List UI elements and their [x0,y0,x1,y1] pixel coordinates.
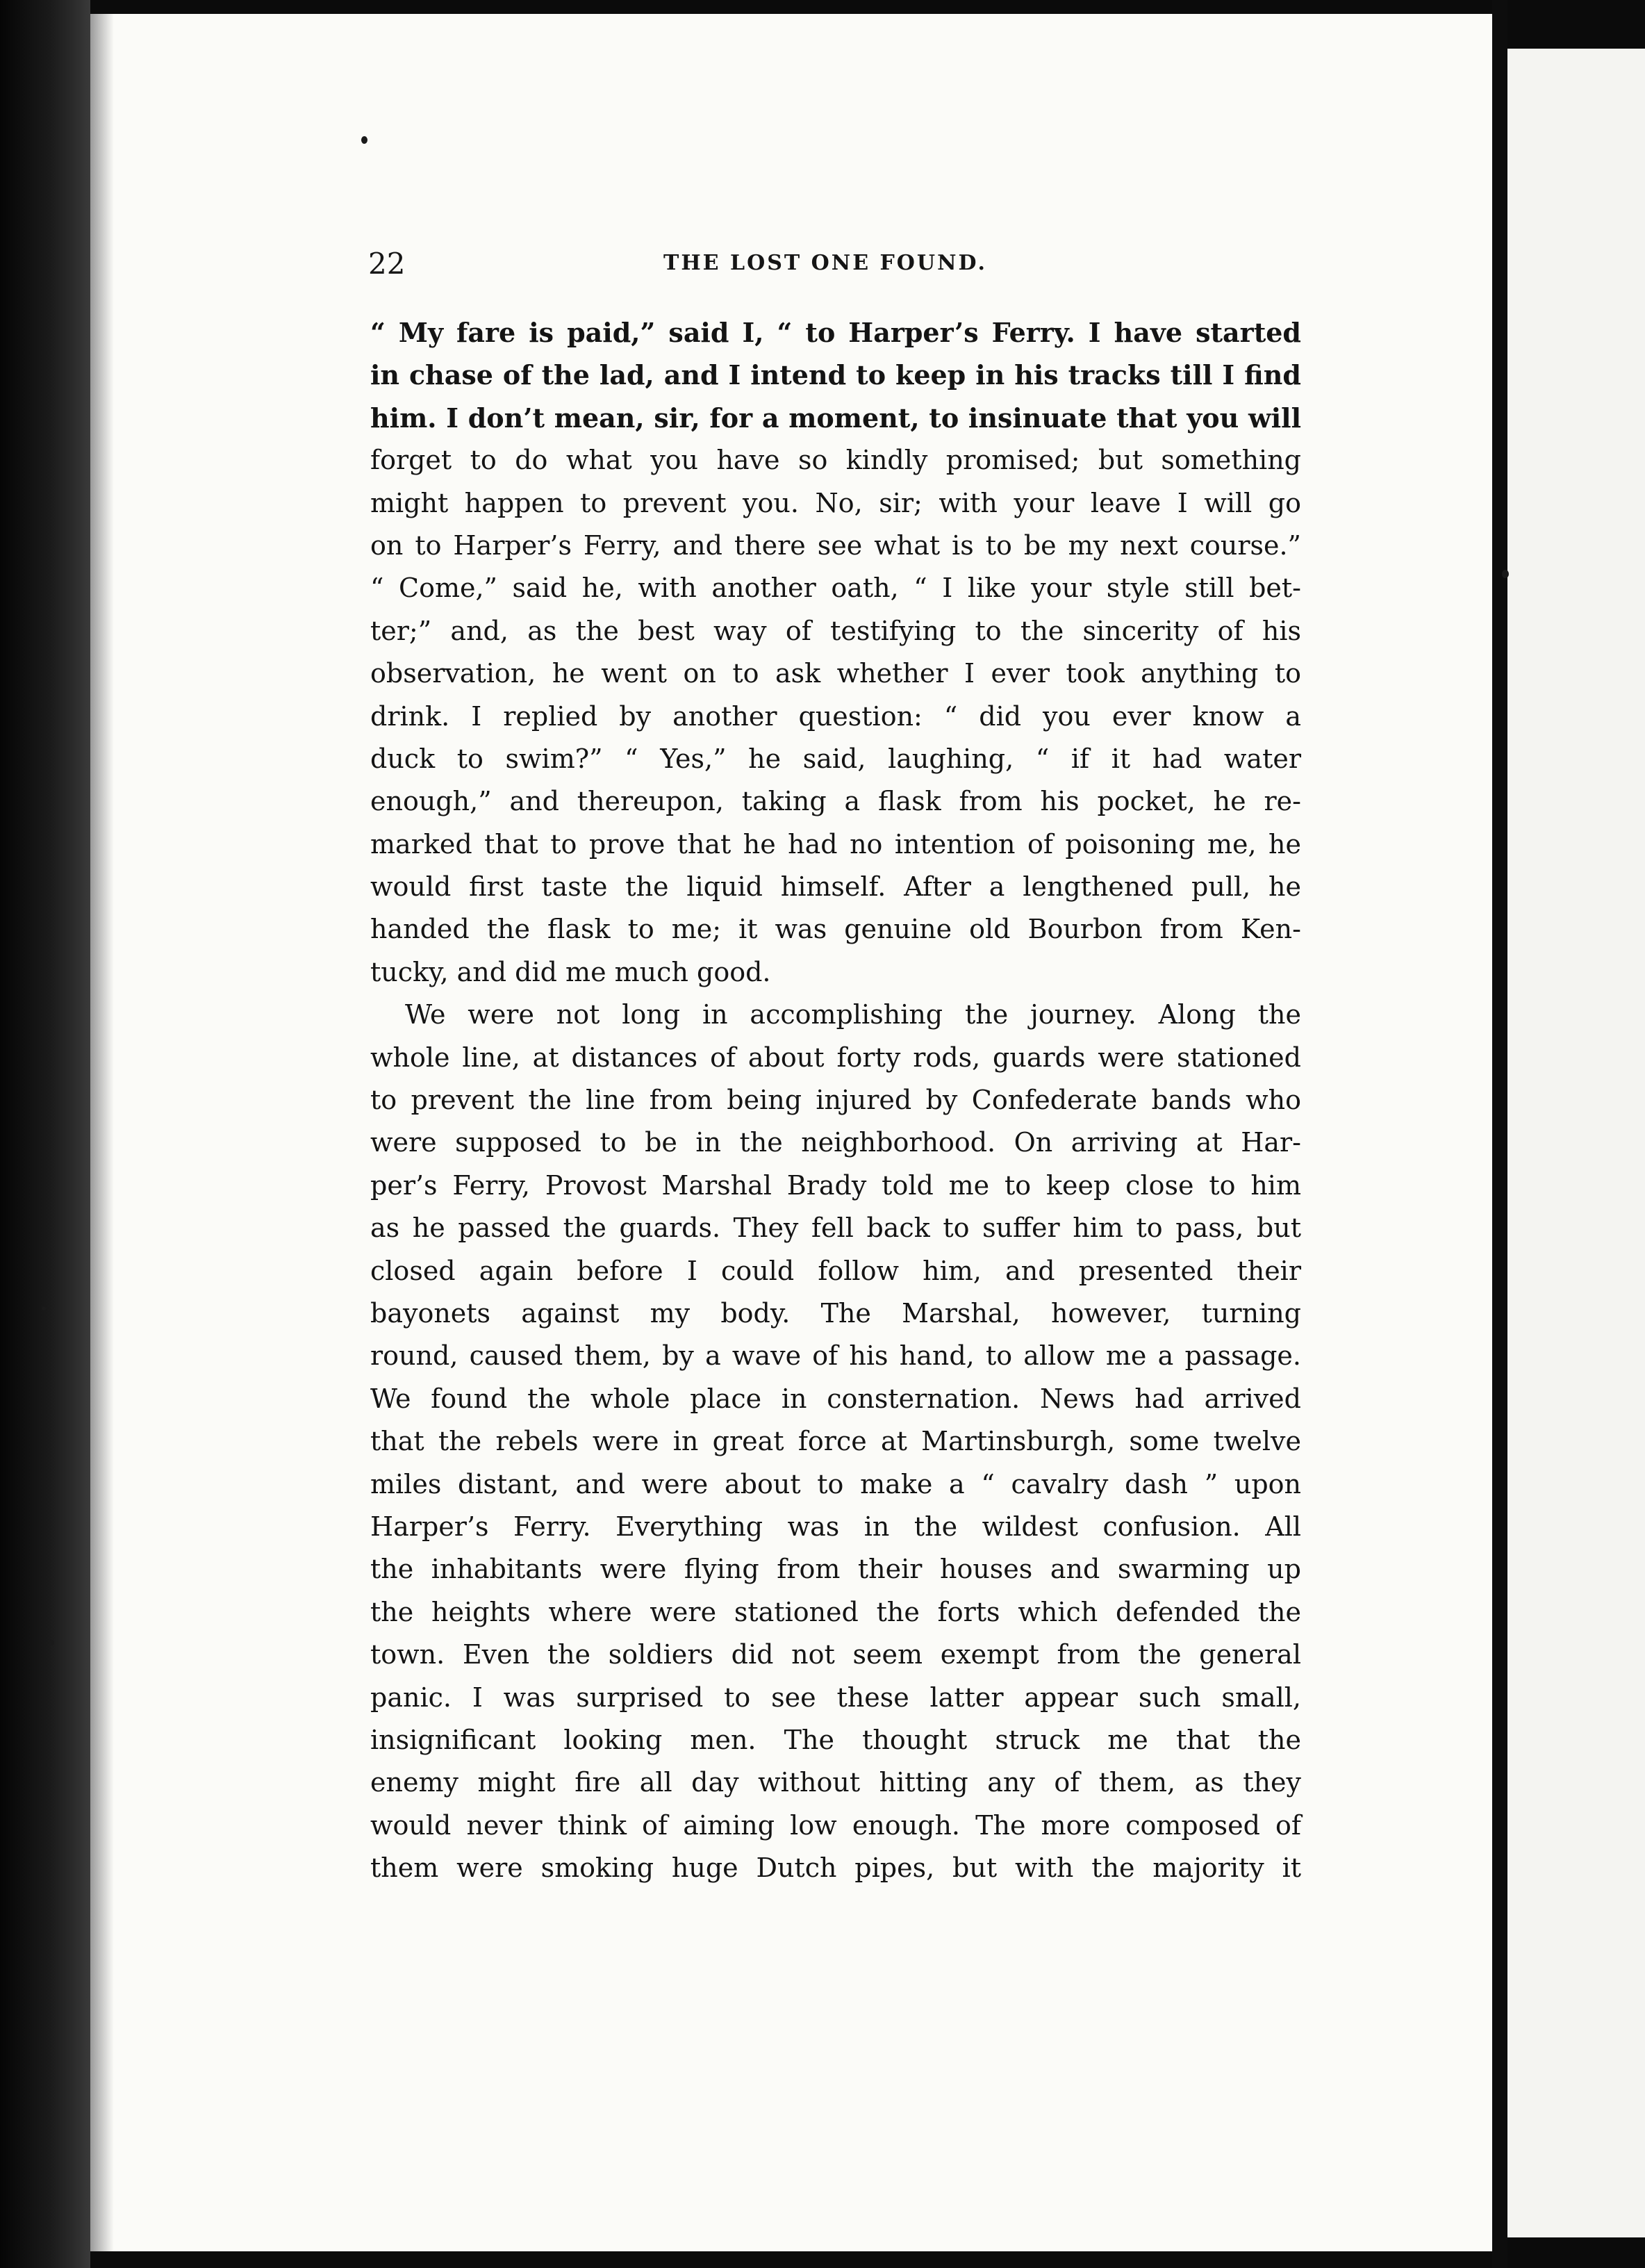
text-line: the heights where were stationed the forts which defended the [370,1596,1301,1627]
text-line: the inhabitants were flying from their houses and swarming up [370,1554,1301,1585]
text-line: observation, he went on to ask whether I ever took anything to [370,658,1301,689]
gutter-shadow [90,14,114,2251]
text-line: tucky, and did me much good. [370,956,771,987]
text-line: miles distant, and were about to make a “ cavalry dash ” upon [370,1468,1301,1499]
text-line: “ Come,” said he, with another oath, “ I like your style still bet- [370,573,1301,604]
text-line: would never think of aiming low enough. The more composed of [370,1809,1301,1841]
text-line: duck to swim?” “ Yes,” he said, laughing, “ if it had water [370,743,1301,774]
text-line: might happen to prevent you. No, sir; with your leave I will go [370,487,1301,518]
text-line: We found the whole place in consternation. News had arrived [370,1383,1301,1414]
facing-page-edge [1507,49,1645,2237]
text-line: bayonets against my body. The Marshal, however, turning [370,1297,1301,1329]
text-line: round, caused them, by a wave of his hand, to allow me a passage. [370,1340,1301,1372]
text-line: panic. I was surprised to see these latter appear such small, [370,1682,1301,1713]
text-line: per’s Ferry, Provost Marshal Brady told me to keep close to him [370,1169,1301,1201]
text-line: We were not long in accomplishing the journey. Along the [405,999,1301,1030]
text-line: closed again before I could follow him, and presented their [370,1255,1301,1286]
text-line: on to Harper’s Ferry, and there see what is to be my next course.” [370,529,1301,561]
text-line: that the rebels were in great force at Martinsburgh, some twelve [370,1426,1301,1457]
text-line: him. I don’t mean, sir, for a moment, to insinuate that you will [370,402,1301,434]
text-line: forget to do what you have so kindly promised; but something [370,445,1301,476]
ink-speck [361,136,367,144]
text-line: “ My fare is paid,” said I, “ to Harper’s Ferry. I have started [370,317,1301,348]
text-line: town. Even the soldiers did not seem exempt from the general [370,1639,1301,1670]
text-line: drink. I replied by another question: “ did you ever know a [370,700,1301,732]
ink-speck [49,1640,54,1645]
text-line: ter;” and, as the best way of testifying to the sincerity of his [370,615,1301,646]
text-line: to prevent the line from being injured by Confederate bands who [370,1085,1301,1116]
text-line: marked that to prove that he had no intention of poisoning me, he [370,828,1301,860]
page-header [368,247,1299,288]
text-line: insignificant looking men. The thought struck me that the [370,1724,1301,1755]
book-binding-edge [0,0,90,2268]
text-line: handed the flask to me; it was genuine old Bourbon from Ken- [370,914,1301,945]
page-number: 22 [368,247,406,281]
running-title: THE LOST ONE FOUND. [663,251,987,275]
text-line: enemy might fire all day without hitting any of them, as they [370,1767,1301,1798]
ink-speck [42,1306,46,1310]
text-line: enough,” and thereupon, taking a flask from his pocket, he re- [370,786,1301,817]
ink-speck [1502,570,1509,578]
page-divider [1492,0,1507,2268]
text-line: were supposed to be in the neighborhood. On arriving at Har- [370,1127,1301,1158]
text-line: in chase of the lad, and I intend to keep in his tracks till I find [370,359,1301,391]
text-line: Harper’s Ferry. Everything was in the wildest confusion. All [370,1511,1301,1542]
body-text [370,311,1301,1889]
text-line: them were smoking huge Dutch pipes, but with the majority it [370,1852,1301,1884]
text-line: would first taste the liquid himself. After a lengthened pull, he [370,871,1301,903]
text-line: as he passed the guards. They fell back to suffer him to pass, but [370,1213,1301,1244]
text-line: whole line, at distances of about forty rods, guards were stationed [370,1042,1301,1073]
